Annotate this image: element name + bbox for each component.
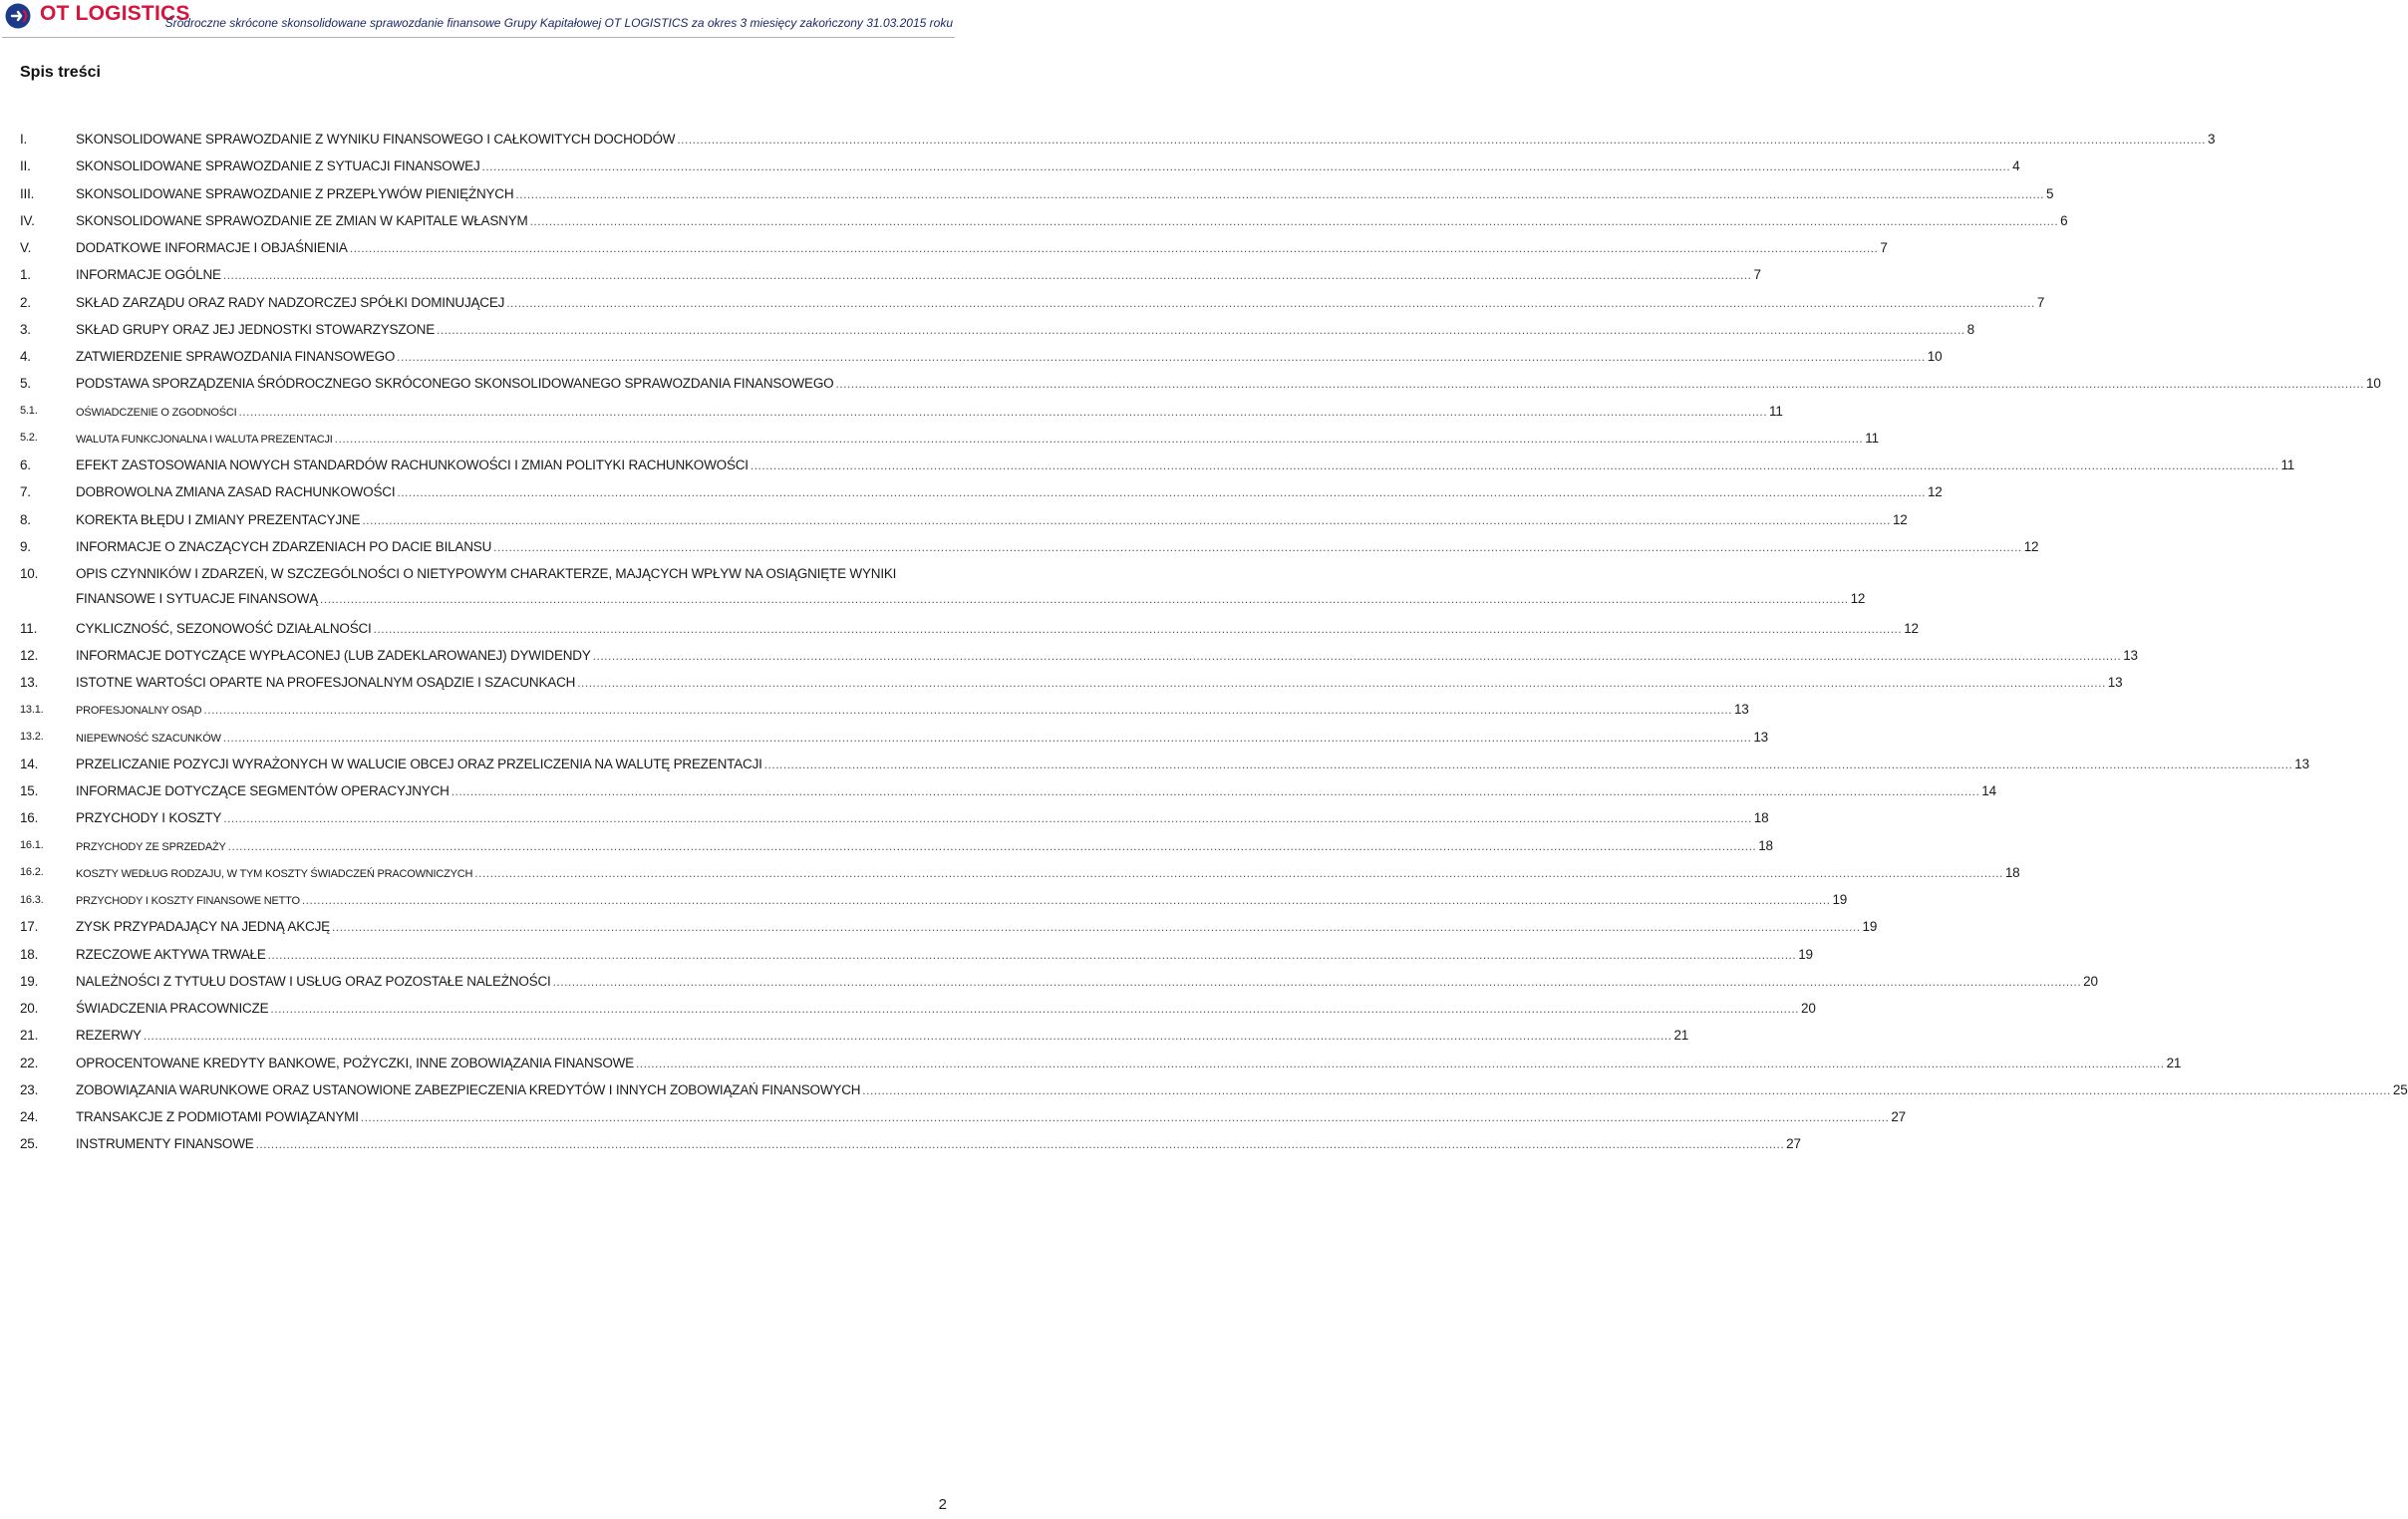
toc-entry[interactable] <box>20 533 2039 560</box>
dot-leader: ................................................................................................................................................................................................................................................................................................................................................................................................................ <box>515 186 2044 201</box>
dot-leader: ................................................................................................................................................................................................................................................................................................................................................................................................................ <box>481 159 2011 174</box>
toc-entry-title[interactable]: SKONSOLIDOWANE SPRAWOZDANIE Z PRZEPŁYWÓW PIENIĘŻNYCH <box>76 185 514 201</box>
toc-entry[interactable] <box>20 1103 1906 1130</box>
toc-entry[interactable] <box>20 180 2054 207</box>
toc-entry-number: 16.2. <box>20 866 44 879</box>
dot-leader: ................................................................................................................................................................................................................................................................................................................................................................................................................ <box>349 241 1879 256</box>
toc-entry-page[interactable]: 12 <box>1850 591 1866 606</box>
toc-entry[interactable] <box>20 777 1996 804</box>
toc-entry-page[interactable]: 18 <box>1753 810 1769 826</box>
toc-entry[interactable] <box>20 995 1816 1022</box>
toc-entry-title[interactable]: SKONSOLIDOWANE SPRAWOZDANIE Z SYTUACJI FINANSOWEJ <box>76 158 480 174</box>
toc-entry-page[interactable]: 10 <box>1927 349 1943 365</box>
toc-entry-page[interactable]: 13 <box>2294 756 2309 771</box>
toc-entry-page[interactable]: 4 <box>2012 158 2020 174</box>
toc-entry-number: 5.1. <box>20 405 38 418</box>
dot-leader: ................................................................................................................................................................................................................................................................................................................................................................................................................ <box>267 947 1797 962</box>
toc-entry-number: 6. <box>20 457 31 473</box>
toc-entry-number: 10. <box>20 566 39 581</box>
dot-leader: ................................................................................................................................................................................................................................................................................................................................................................................................................ <box>223 811 1752 826</box>
toc-entry[interactable] <box>20 289 2045 316</box>
toc-entry-title[interactable]: ISTOTNE WARTOŚCI OPARTE NA PROFESJONALNYM OSĄDZIE I SZACUNKACH <box>76 675 576 691</box>
toc-entry-title[interactable]: ZOBOWIĄZANIA WARUNKOWE ORAZ USTANOWIONE ZABEZPIECZENIA KREDYTÓW I INNYCH ZOBOWIĄZAŃ FINANSOWYCH <box>76 1081 861 1097</box>
toc-entry-number: 14. <box>20 756 39 771</box>
toc-entry-page[interactable]: 13 <box>2123 647 2138 663</box>
dot-leader: ................................................................................................................................................................................................................................................................................................................................................................................................................ <box>143 1029 1672 1044</box>
toc-entry-page[interactable]: 5 <box>2046 185 2054 201</box>
toc-entry-title[interactable]: PRZYCHODY I KOSZTY FINANSOWE NETTO <box>76 895 300 908</box>
toc-entry-number: 22. <box>20 1055 39 1070</box>
toc-entry-page[interactable]: 3 <box>2207 132 2216 148</box>
header-divider <box>2 37 955 38</box>
dot-leader: ................................................................................................................................................................................................................................................................................................................................................................................................................ <box>331 920 1861 935</box>
toc-entry-page[interactable]: 14 <box>1981 783 1996 799</box>
dot-leader: ................................................................................................................................................................................................................................................................................................................................................................................................................ <box>577 676 2106 691</box>
toc-entry-page[interactable]: 10 <box>2366 376 2381 392</box>
toc-entry-title[interactable]: DODATKOWE INFORMACJE I OBJAŚNIENIA <box>76 240 348 256</box>
toc-entry-title[interactable]: SKŁAD GRUPY ORAZ JEJ JEDNOSTKI STOWARZYSZONE <box>76 321 436 337</box>
toc-entry-page[interactable]: 8 <box>1966 321 1974 337</box>
dot-leader: ................................................................................................................................................................................................................................................................................................................................................................................................................ <box>835 377 2365 392</box>
toc-entry[interactable] <box>20 642 2138 669</box>
toc-entry-page[interactable]: 12 <box>1904 620 1919 636</box>
toc-entry[interactable] <box>20 751 2309 777</box>
toc-entry-title[interactable]: INFORMACJE DOTYCZĄCE SEGMENTÓW OPERACYJNYCH <box>76 783 450 799</box>
toc-entry-page[interactable]: 11 <box>2280 457 2295 473</box>
toc-entry[interactable] <box>20 370 2381 397</box>
toc-entry-title[interactable]: PRZELICZANIE POZYCJI WYRAŻONYCH W WALUCIE OBCEJ ORAZ PRZELICZENIA NA WALUTĘ PREZENTACJI <box>76 756 762 771</box>
dot-leader: ................................................................................................................................................................................................................................................................................................................................................................................................................ <box>301 893 1831 908</box>
ot-logistics-logo-icon <box>4 2 34 30</box>
toc-entry-page[interactable]: 20 <box>1801 1001 1816 1017</box>
toc-entry[interactable] <box>20 724 1768 751</box>
dot-leader: ................................................................................................................................................................................................................................................................................................................................................................................................................ <box>474 865 2003 880</box>
toc-entry[interactable] <box>20 398 1783 425</box>
toc-entry-page[interactable]: 20 <box>2083 973 2098 989</box>
toc-entry-page[interactable]: 18 <box>1758 837 1773 853</box>
toc-entry-title[interactable]: INSTRUMENTY FINANSOWE <box>76 1136 254 1152</box>
toc-heading: Spis treści <box>20 64 101 81</box>
dot-leader: ................................................................................................................................................................................................................................................................................................................................................................................................................ <box>334 431 1864 446</box>
toc-entry-title[interactable]: DOBROWOLNA ZMIANA ZASAD RACHUNKOWOŚCI <box>76 484 396 500</box>
toc-entry[interactable] <box>20 207 2068 234</box>
toc-entry[interactable] <box>20 1050 2182 1076</box>
page-header <box>0 0 957 40</box>
dot-leader: ................................................................................................................................................................................................................................................................................................................................................................................................................ <box>255 1137 1785 1152</box>
dot-leader: ................................................................................................................................................................................................................................................................................................................................................................................................................ <box>451 784 1980 799</box>
toc-entry-number: 9. <box>20 538 31 554</box>
toc-entry[interactable] <box>20 968 2098 995</box>
toc-entry-number: 11. <box>20 620 38 636</box>
toc-entry-number: 2. <box>20 294 31 310</box>
toc-entry-title[interactable]: OPROCENTOWANE KREDYTY BANKOWE, POŻYCZKI, INNE ZOBOWIĄZANIA FINANSOWE <box>76 1055 634 1070</box>
toc-entry[interactable] <box>20 669 2123 696</box>
toc-entry-number: 24. <box>20 1109 39 1125</box>
dot-leader: ................................................................................................................................................................................................................................................................................................................................................................................................................ <box>750 458 2279 473</box>
dot-leader: ................................................................................................................................................................................................................................................................................................................................................................................................................ <box>862 1082 2391 1097</box>
toc-entry-page[interactable]: 25 <box>2392 1081 2408 1097</box>
dot-leader: ................................................................................................................................................................................................................................................................................................................................................................................................................ <box>222 268 1752 283</box>
toc-entry[interactable] <box>20 234 1888 261</box>
toc-entry-number: 12. <box>20 647 39 663</box>
toc-entry-title[interactable]: KOSZTY WEDŁUG RODZAJU, W TYM KOSZTY ŚWIADCZEŃ PRACOWNICZYCH <box>76 867 473 880</box>
toc-entry-page[interactable]: 21 <box>1673 1028 1689 1044</box>
toc-entry[interactable] <box>20 316 1974 343</box>
dot-leader: ................................................................................................................................................................................................................................................................................................................................................................................................................ <box>227 838 1757 853</box>
dot-leader: ................................................................................................................................................................................................................................................................................................................................................................................................................ <box>552 974 2082 989</box>
toc-entry-number: 13.1. <box>20 703 44 716</box>
toc-entry[interactable] <box>20 941 1813 968</box>
dot-leader: ................................................................................................................................................................................................................................................................................................................................................................................................................ <box>397 350 1926 365</box>
toc-entry-number: 7. <box>20 484 31 500</box>
toc-entry-number: 15. <box>20 783 39 799</box>
dot-leader: ................................................................................................................................................................................................................................................................................................................................................................................................................ <box>677 133 2206 148</box>
dot-leader: ................................................................................................................................................................................................................................................................................................................................................................................................................ <box>493 539 2022 554</box>
toc-entry[interactable] <box>20 478 1943 505</box>
toc-entry[interactable] <box>20 615 1919 642</box>
toc-entry[interactable] <box>20 343 1943 370</box>
toc-entry-page[interactable]: 7 <box>2036 294 2045 310</box>
toc-entry-page[interactable]: 13 <box>1753 729 1768 745</box>
toc-entry-number: 21. <box>20 1028 39 1044</box>
toc-entry-number: 16. <box>20 810 39 826</box>
toc-entry-title[interactable]: NALEŻNOŚCI Z TYTUŁU DOSTAW I USŁUG ORAZ POZOSTAŁE NALEŻNOŚCI <box>76 973 551 989</box>
toc-entry-page[interactable]: 18 <box>2004 864 2020 880</box>
toc-entry-title[interactable]: EFEKT ZASTOSOWANIA NOWYCH STANDARDÓW RACHUNKOWOŚCI I ZMIAN POLITYKI RACHUNKOWOŚCI <box>76 457 749 473</box>
company-logo <box>4 2 190 30</box>
dot-leader: ................................................................................................................................................................................................................................................................................................................................................................................................................ <box>397 485 1926 500</box>
toc-entry-title[interactable]: ZYSK PRZYPADAJĄCY NA JEDNĄ AKCJĘ <box>76 919 330 935</box>
toc-entry-title[interactable]: INFORMACJE OGÓLNE <box>76 267 221 283</box>
toc-entry-title[interactable]: CYKLICZNOŚĆ, SEZONOWOŚĆ DZIAŁALNOŚCI <box>76 620 372 636</box>
toc-entry-title[interactable]: PRZYCHODY ZE SPRZEDAŻY <box>76 840 226 853</box>
toc-entry-number: 25. <box>20 1136 39 1152</box>
toc-entry[interactable] <box>20 506 1908 533</box>
toc-entry-title[interactable]: OŚWIADCZENIE O ZGODNOŚCI <box>76 406 237 419</box>
dot-leader: ................................................................................................................................................................................................................................................................................................................................................................................................................ <box>592 648 2122 663</box>
toc-entry-page[interactable]: 11 <box>1769 403 1783 419</box>
toc-entry-title[interactable]: WALUTA FUNKCJONALNA I WALUTA PREZENTACJI <box>76 433 333 446</box>
toc-entry-number: 16.3. <box>20 893 44 906</box>
dot-leader: ................................................................................................................................................................................................................................................................................................................................................................................................................ <box>222 730 1752 745</box>
toc-entry-number: 13. <box>20 675 39 691</box>
toc-entry-page[interactable]: 12 <box>2023 538 2039 554</box>
toc-entry-title[interactable]: SKŁAD ZARZĄDU ORAZ RADY NADZORCZEJ SPÓŁKI DOMINUJĄCEJ <box>76 294 505 310</box>
toc-entry[interactable] <box>20 859 2020 886</box>
toc-entry-page[interactable]: 13 <box>2107 675 2123 691</box>
toc-entry-number: 19. <box>20 973 39 989</box>
toc-entry-number: 4. <box>20 349 31 365</box>
toc-entry-page[interactable]: 27 <box>1786 1136 1801 1152</box>
document-title: Śródroczne skrócone skonsolidowane sprawozdanie finansowe Grupy Kapitałowej OT LOGISTICS za okres 3 miesięcy zakończony 31.03.2015 roku <box>164 16 953 30</box>
toc-entry-number: I. <box>20 132 28 148</box>
toc-entry-title[interactable]: REZERWY <box>76 1028 142 1044</box>
toc-entry-page[interactable]: 27 <box>1891 1109 1906 1125</box>
toc-entry[interactable] <box>20 126 2216 152</box>
dot-leader: ................................................................................................................................................................................................................................................................................................................................................................................................................ <box>203 703 1732 718</box>
toc-entry[interactable] <box>20 913 1878 940</box>
toc-entry-number: 5. <box>20 376 31 392</box>
toc-entry[interactable] <box>20 832 1773 859</box>
toc-entry-number: 23. <box>20 1081 39 1097</box>
toc-entry[interactable] <box>20 560 1866 615</box>
dot-leader: ................................................................................................................................................................................................................................................................................................................................................................................................................ <box>373 621 1903 636</box>
toc-entry-page[interactable]: 19 <box>1832 892 1848 908</box>
logo-text: OT LOGISTICS <box>40 2 190 25</box>
toc-entry-page[interactable]: 11 <box>1865 430 1879 446</box>
toc-entry-number: 16.1. <box>20 839 44 852</box>
toc-entry-number: 5.2. <box>20 432 38 445</box>
toc-entry-title[interactable]: KOREKTA BŁĘDU I ZMIANY PREZENTACYJNE <box>76 511 361 527</box>
table-of-contents <box>20 126 2408 1158</box>
toc-entry-title-continuation[interactable]: FINANSOWE I SYTUACJE FINANSOWĄ <box>76 591 319 606</box>
toc-entry-title[interactable]: SKONSOLIDOWANE SPRAWOZDANIE ZE ZMIAN W KAPITALE WŁASNYM <box>76 212 528 228</box>
toc-entry-number: 17. <box>20 919 39 935</box>
dot-leader: ................................................................................................................................................................................................................................................................................................................................................................................................................ <box>437 322 1965 337</box>
toc-entry-title[interactable]: RZECZOWE AKTYWA TRWAŁE <box>76 946 266 962</box>
dot-leader: ................................................................................................................................................................................................................................................................................................................................................................................................................ <box>238 404 1768 419</box>
toc-entry-number: 20. <box>20 1001 39 1017</box>
toc-entry-page[interactable]: 13 <box>1734 702 1749 718</box>
toc-entry-number: V. <box>20 240 32 256</box>
toc-entry-number: 8. <box>20 511 31 527</box>
toc-entry-number: III. <box>20 185 35 201</box>
toc-entry-title[interactable]: INFORMACJE DOTYCZĄCE WYPŁACONEJ (LUB ZADEKLAROWANEJ) DYWIDENDY <box>76 647 591 663</box>
dot-leader: ................................................................................................................................................................................................................................................................................................................................................................................................................ <box>320 592 1849 606</box>
toc-entry-number: 18. <box>20 946 39 962</box>
toc-entry[interactable] <box>20 425 1879 452</box>
dot-leader: ................................................................................................................................................................................................................................................................................................................................................................................................................ <box>360 1110 1890 1125</box>
toc-entry-number: II. <box>20 158 31 174</box>
toc-entry[interactable] <box>20 886 1848 913</box>
toc-entry-page[interactable]: 6 <box>2060 212 2068 228</box>
toc-entry-number: 1. <box>20 267 31 283</box>
toc-entry[interactable] <box>20 1130 1801 1157</box>
toc-entry[interactable] <box>20 1022 1689 1049</box>
toc-entry-page[interactable]: 19 <box>1862 919 1878 935</box>
toc-entry[interactable] <box>20 152 2020 179</box>
toc-entry-title[interactable]: PRZYCHODY I KOSZTY <box>76 810 222 826</box>
toc-entry-title[interactable]: PROFESJONALNY OSĄD <box>76 705 202 718</box>
toc-entry[interactable] <box>20 696 1749 723</box>
dot-leader: ................................................................................................................................................................................................................................................................................................................................................................................................................ <box>506 295 2035 310</box>
dot-leader: ................................................................................................................................................................................................................................................................................................................................................................................................................ <box>529 213 2059 228</box>
toc-entry[interactable] <box>20 804 1769 831</box>
toc-entry[interactable] <box>20 452 2295 478</box>
toc-entry-title[interactable]: ŚWIADCZENIA PRACOWNICZE <box>76 1001 269 1017</box>
toc-entry-page[interactable]: 12 <box>1927 484 1943 500</box>
toc-entry[interactable] <box>20 1076 2408 1103</box>
toc-entry-title[interactable]: SKONSOLIDOWANE SPRAWOZDANIE Z WYNIKU FINANSOWEGO I CAŁKOWITYCH DOCHODÓW <box>76 132 676 148</box>
toc-entry-title[interactable]: INFORMACJE O ZNACZĄCYCH ZDARZENIACH PO DACIE BILANSU <box>76 538 492 554</box>
toc-entry-title[interactable]: TRANSAKCJE Z PODMIOTAMI POWIĄZANYMI <box>76 1109 359 1125</box>
toc-entry-page[interactable]: 12 <box>1892 511 1908 527</box>
toc-entry-page[interactable]: 19 <box>1798 946 1813 962</box>
dot-leader: ................................................................................................................................................................................................................................................................................................................................................................................................................ <box>362 512 1891 527</box>
toc-entry-page[interactable]: 7 <box>1880 240 1888 256</box>
toc-entry-number: IV. <box>20 212 35 228</box>
toc-entry-title[interactable]: NIEPEWNOŚĆ SZACUNKÓW <box>76 732 221 745</box>
toc-entry-title[interactable]: ZATWIERDZENIE SPRAWOZDANIA FINANSOWEGO <box>76 349 396 365</box>
dot-leader: ................................................................................................................................................................................................................................................................................................................................................................................................................ <box>635 1056 2165 1070</box>
toc-entry-page[interactable]: 21 <box>2166 1055 2182 1070</box>
dot-leader: ................................................................................................................................................................................................................................................................................................................................................................................................................ <box>270 1002 1800 1017</box>
toc-entry-number: 13.2. <box>20 731 44 744</box>
toc-entry[interactable] <box>20 261 1761 288</box>
toc-entry-number: 3. <box>20 321 31 337</box>
toc-entry-title[interactable]: OPIS CZYNNIKÓW I ZDARZEŃ, W SZCZEGÓLNOŚCI O NIETYPOWYM CHARAKTERZE, MAJĄCYCH WPŁYW NA OSIĄGNIĘTE WYNIKI <box>76 566 897 581</box>
toc-entry-title[interactable]: PODSTAWA SPORZĄDZENIA ŚRÓDROCZNEGO SKRÓCONEGO SKONSOLIDOWANEGO SPRAWOZDANIA FINANSOWEGO <box>76 376 834 392</box>
toc-entry-page[interactable]: 7 <box>1753 267 1761 283</box>
page-number: 2 <box>938 1496 947 1513</box>
dot-leader: ................................................................................................................................................................................................................................................................................................................................................................................................................ <box>763 757 2293 771</box>
